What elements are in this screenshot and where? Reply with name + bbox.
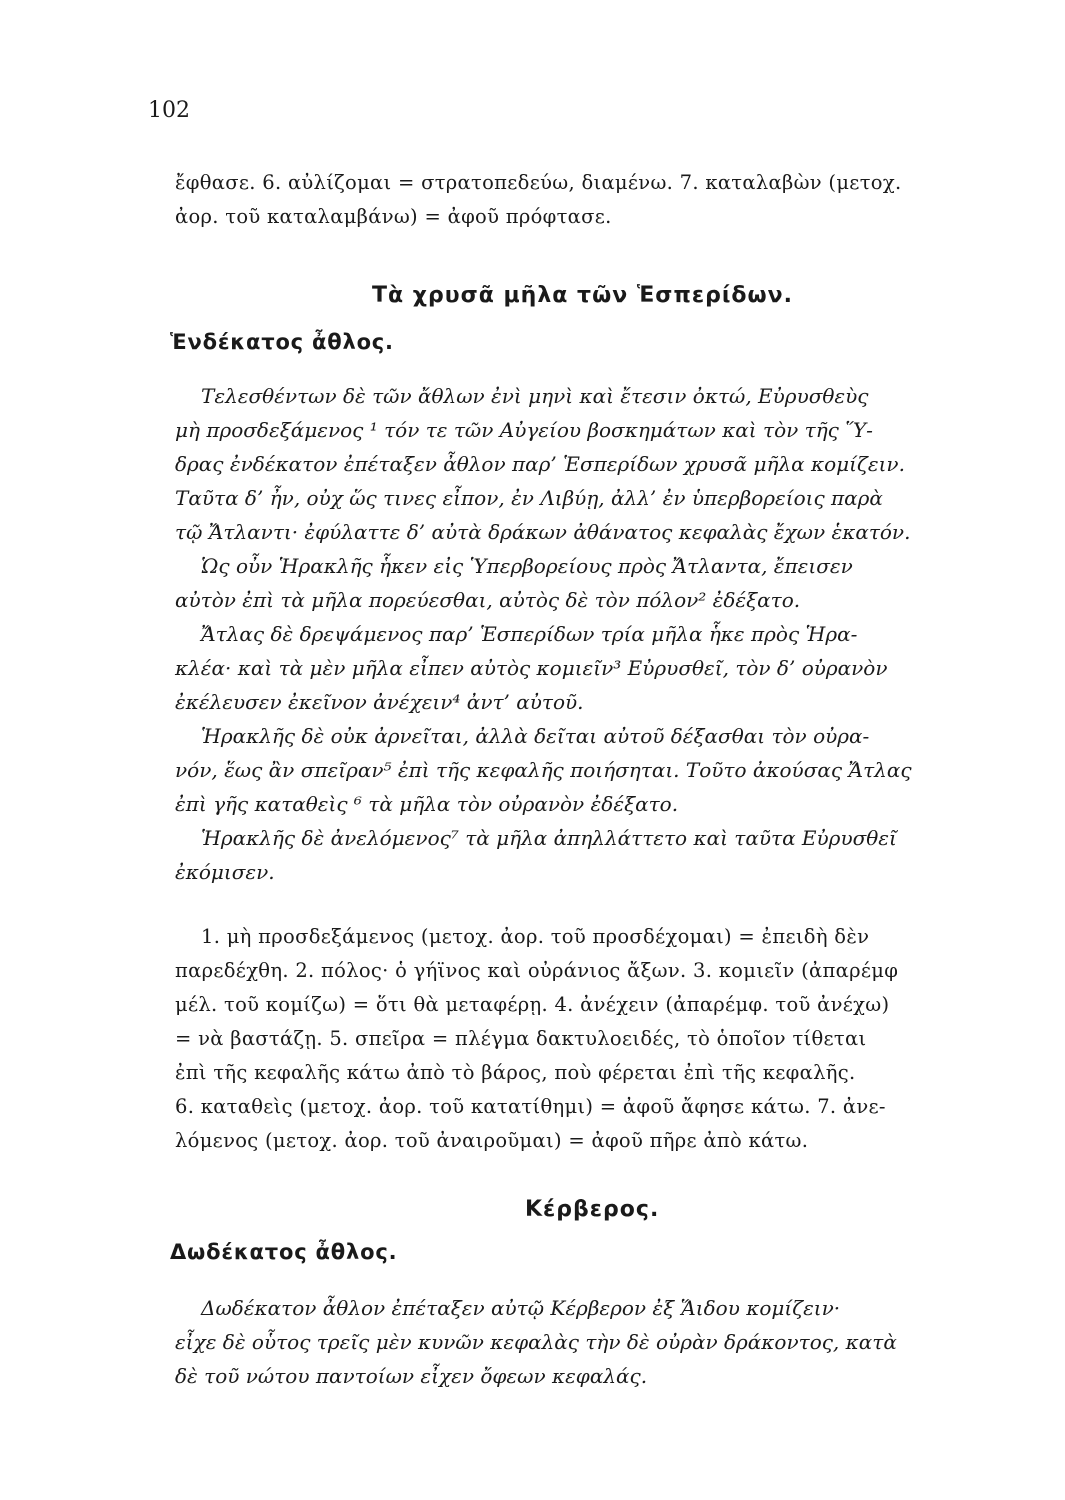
text-line: Δωδέκατον ἆθλον ἐπέταξεν αὐτῷ Κέρβερον ἐξ Ἅιδου κομίζειν· bbox=[201, 1296, 841, 1320]
section-title: Τὰ χρυσᾶ μῆλα τῶν Ἑσπερίδων. bbox=[372, 283, 793, 308]
footnote-line: παρεδέχθη. 2. πόλος· ὁ γήϊνος καὶ οὐράνιος ἄξων. 3. κομιεῖν (ἀπαρέμφ bbox=[175, 959, 899, 982]
text-line: δὲ τοῦ νώτου παντοίων εἶχεν ὄφεων κεφαλάς. bbox=[175, 1364, 648, 1388]
text-line: Ὡς οὖν Ἡρακλῆς ἧκεν εἰς Ὑπερβορείους πρὸς Ἄτλαντα, ἔπεισεν bbox=[201, 554, 853, 578]
text-line: ἐπὶ γῆς καταθεὶς ⁶ τὰ μῆλα τὸν οὐρανὸν ἐδέξατο. bbox=[175, 792, 679, 816]
text-line: Ἡρακλῆς δὲ οὐκ ἀρνεῖται, ἀλλὰ δεῖται αὐτοῦ δέξασθαι τὸν οὐρα- bbox=[201, 724, 870, 748]
text-line: ἐκέλευσεν ἐκεῖνον ἀνέχειν⁴ ἀντ’ αὐτοῦ. bbox=[175, 690, 584, 714]
section-text bbox=[175, 1291, 1005, 1393]
text-line: νόν, ἕως ἂν σπεῖραν⁵ ἐπὶ τῆς κεφαλῆς ποιήσηται. Τοῦτο ἀκούσας Ἄτλας bbox=[175, 758, 912, 782]
text-line: κλέα· καὶ τὰ μὲν μῆλα εἶπεν αὐτὸς κομιεῖν³ Εὐρυσθεῖ, τὸν δ’ οὐρανὸν bbox=[175, 656, 888, 680]
text-line: εἶχε δὲ οὗτος τρεῖς μὲν κυνῶν κεφαλὰς τὴν δὲ οὐρὰν δράκοντος, κατὰ bbox=[175, 1330, 897, 1354]
page-number: 102 bbox=[148, 98, 190, 123]
section-footnotes bbox=[175, 920, 1005, 1158]
text-line: ἐκόμισεν. bbox=[175, 860, 275, 884]
footnote-line: ἔφθασε. 6. αὐλίζομαι = στρατοπεδεύω, διαμένω. 7. καταλαβὼν (μετοχ. bbox=[175, 171, 902, 194]
footnote-line: ἐπὶ τῆς κεφαλῆς κάτω ἀπὸ τὸ βάρος, ποὺ φέρεται ἐπὶ τῆς κεφαλῆς. bbox=[175, 1061, 856, 1084]
footnote-line: 1. μὴ προσδεξάμενος (μετοχ. ἀορ. τοῦ προσδέχομαι) = ἐπειδὴ δὲν bbox=[201, 925, 870, 948]
text-line: τῷ Ἄτλαντι· ἐφύλαττε δ’ αὐτὰ δράκων ἀθάνατος κεφαλὰς ἔχων ἑκατόν. bbox=[175, 520, 911, 544]
footnote-line: μέλ. τοῦ κομίζω) = ὅτι θὰ μεταφέρῃ. 4. ἀνέχειν (ἀπαρέμφ. τοῦ ἀνέχω) bbox=[175, 993, 890, 1016]
footnote-line: 6. καταθεὶς (μετοχ. ἀορ. τοῦ κατατίθημι) = ἀφοῦ ἄφησε κάτω. 7. ἀνε- bbox=[175, 1095, 886, 1118]
section-title: Κέρβερος. bbox=[525, 1197, 660, 1222]
section-subtitle: Δωδέκατος ἆθλος. bbox=[170, 1240, 398, 1264]
footnote-line: λόμενος (μετοχ. ἀορ. τοῦ ἀναιροῦμαι) = ἀφοῦ πῆρε ἀπὸ κάτω. bbox=[175, 1129, 809, 1152]
footnote-line: = νὰ βαστάζῃ. 5. σπεῖρα = πλέγμα δακτυλοειδές, τὸ ὁποῖον τίθεται bbox=[175, 1027, 867, 1050]
text-line: αὐτὸν ἐπὶ τὰ μῆλα πορεύεσθαι, αὐτὸς δὲ τὸν πόλον² ἐδέξατο. bbox=[175, 588, 801, 612]
top-footnotes bbox=[175, 166, 1005, 234]
text-line: Τελεσθέντων δὲ τῶν ἄθλων ἐνὶ μηνὶ καὶ ἔτεσιν ὀκτώ, Εὐρυσθεὺς bbox=[201, 384, 869, 408]
section-subtitle: Ἑνδέκατος ἆθλος. bbox=[170, 330, 394, 354]
text-line: δρας ἐνδέκατον ἐπέταξεν ἆθλον παρ’ Ἑσπερίδων χρυσᾶ μῆλα κομίζειν. bbox=[175, 452, 905, 476]
text-line: Ἄτλας δὲ δρεψάμενος παρ’ Ἑσπερίδων τρία μῆλα ἧκε πρὸς Ἡρα- bbox=[201, 622, 858, 646]
text-line: Ἡρακλῆς δὲ ἀνελόμενος⁷ τὰ μῆλα ἀπηλλάττετο καὶ ταῦτα Εὐρυσθεῖ bbox=[201, 826, 897, 850]
section-text bbox=[175, 379, 1005, 889]
text-line: Ταῦτα δ’ ἦν, οὐχ ὥς τινες εἶπον, ἐν Λιβύῃ, ἀλλ’ ἐν ὑπερβορείοις παρὰ bbox=[175, 486, 883, 510]
footnote-line: ἀορ. τοῦ καταλαμβάνω) = ἀφοῦ πρόφτασε. bbox=[175, 205, 612, 228]
text-line: μὴ προσδεξάμενος ¹ τόν τε τῶν Αὐγείου βοσκημάτων καὶ τὸν τῆς Ὕ- bbox=[175, 418, 873, 442]
